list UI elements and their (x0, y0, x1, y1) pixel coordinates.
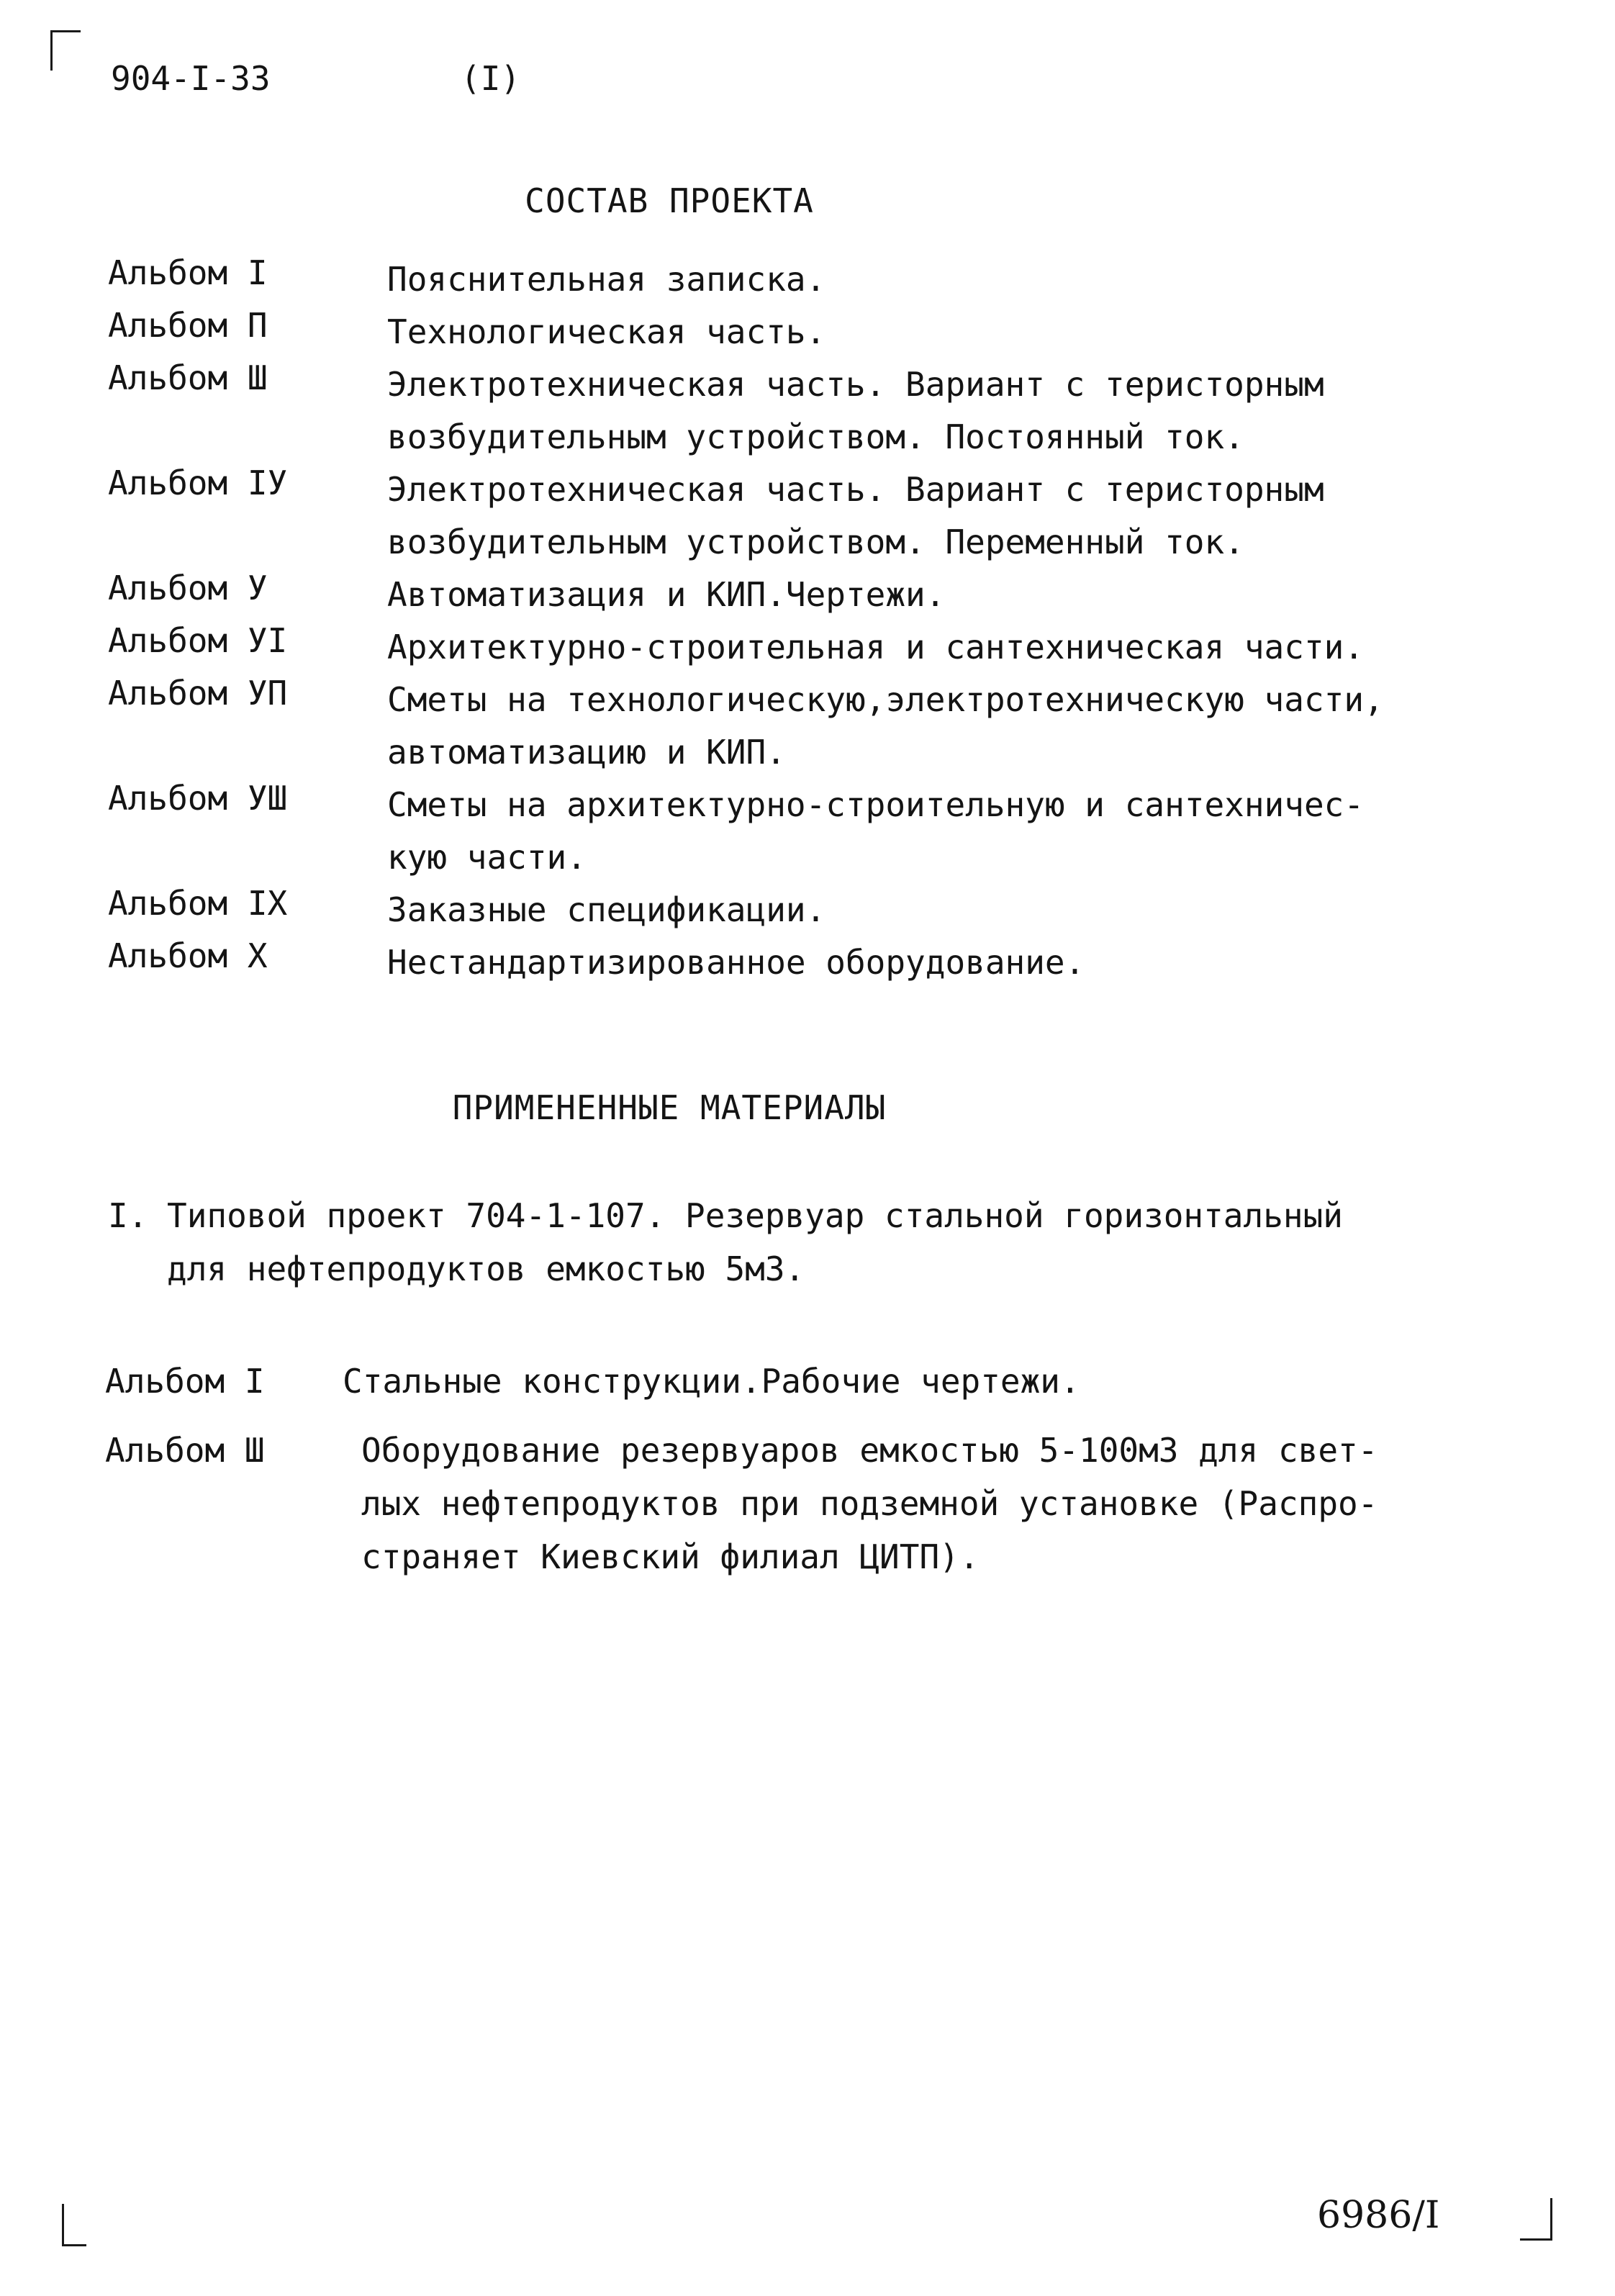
album-label: Альбом Ш (105, 1431, 265, 1470)
album-description: автоматизацию и КИП. (387, 733, 786, 772)
document-number: 904-I-33 (111, 59, 271, 98)
album-description: лых нефтепродуктов при подземной установке (Распро- (361, 1484, 1378, 1523)
album-label: Альбом УШ (108, 779, 288, 818)
album-description: Сметы на архитектурно-строительную и сантехничес- (387, 785, 1365, 824)
page-number: 6986/I (1317, 2194, 1440, 2237)
album-description: Электротехническая часть. Вариант с теристорным (387, 470, 1324, 509)
album-label: Альбом I (105, 1362, 265, 1401)
album-description: Технологическая часть. (387, 312, 826, 351)
composition-title: СОСТАВ ПРОЕКТА (525, 181, 814, 220)
album-description: страняет Киевский филиал ЦИТП). (361, 1537, 980, 1576)
album-description: Стальные конструкции.Рабочие чертежи. (343, 1362, 1080, 1401)
album-description: Нестандартизированное оборудование. (387, 943, 1085, 982)
album-description: возбудительным устройством. Переменный ток. (387, 523, 1244, 561)
album-label: Альбом Ш (108, 358, 268, 397)
item-text: для нефтепродуктов емкостью 5м3. (167, 1249, 805, 1288)
album-description: Оборудование резервуаров емкостью 5-100м3 для свет- (361, 1431, 1378, 1470)
corner-mark-bottom-right (1550, 2198, 1552, 2240)
album-label: Альбом IХ (108, 884, 288, 923)
album-description: Архитектурно-строительная и сантехническая части. (387, 628, 1365, 666)
album-label: Альбом П (108, 306, 268, 345)
album-description: Электротехническая часть. Вариант с теристорным (387, 365, 1324, 404)
item-text: Типовой проект 704-1-107. Резервуар стальной горизонтальный (167, 1196, 1343, 1235)
corner-mark-bottom-right (1520, 2238, 1552, 2241)
corner-mark-top-left (50, 30, 81, 32)
album-label: Альбом УI (108, 621, 288, 660)
corner-mark-bottom-left (62, 2204, 64, 2246)
album-description: Сметы на технологическую,электротехническую части, (387, 680, 1384, 719)
album-description: Пояснительная записка. (387, 260, 826, 299)
album-label: Альбом I (108, 253, 268, 292)
album-label: Альбом УП (108, 674, 288, 713)
corner-mark-top-left (50, 30, 53, 71)
album-description: кую части. (387, 838, 587, 877)
album-description: Заказные спецификации. (387, 890, 826, 929)
corner-mark-bottom-left (62, 2244, 86, 2246)
sheet-mark: (I) (461, 59, 521, 98)
album-label: Альбом IУ (108, 464, 288, 502)
album-label: Альбом Х (108, 936, 268, 975)
album-label: Альбом У (108, 569, 268, 607)
album-description: возбудительным устройством. Постоянный ток. (387, 417, 1244, 456)
materials-title: ПРИМЕНЕННЫЕ МАТЕРИАЛЫ (452, 1088, 887, 1127)
item-number: I. (108, 1196, 148, 1235)
album-description: Автоматизация и КИП.Чертежи. (387, 575, 946, 614)
